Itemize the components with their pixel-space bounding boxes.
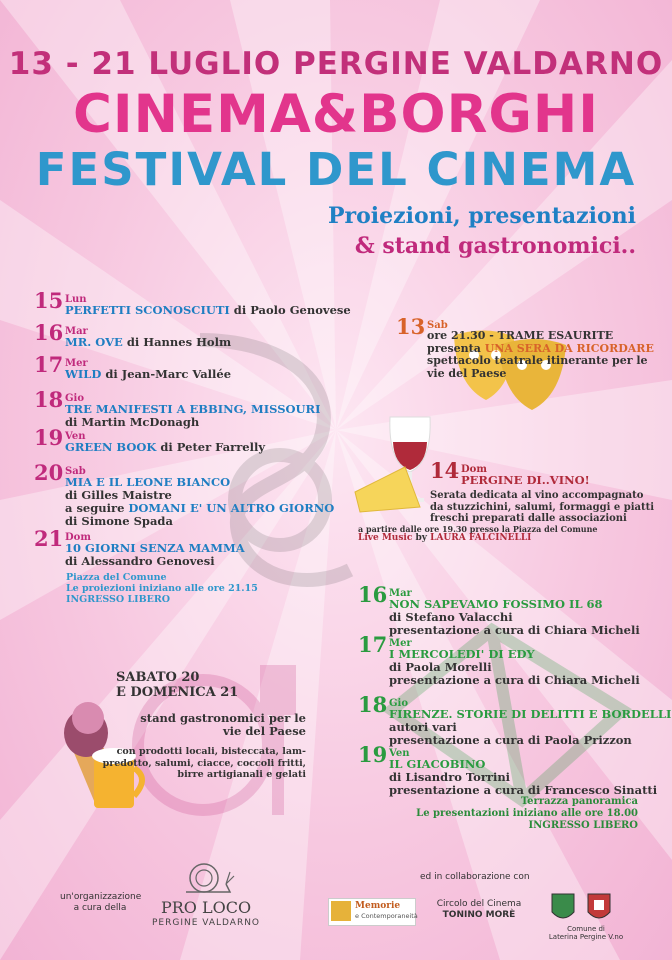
film-title: MIA E IL LEONE BIANCO [65, 475, 231, 489]
event-weekday: Mar [389, 588, 412, 599]
film-director: di Hannes Holm [122, 335, 232, 349]
food-dates [116, 670, 238, 700]
film-title: DOMANI E' UN ALTRO GIORNO [128, 501, 335, 515]
event-weekday: Dom [461, 464, 487, 475]
cinema-entry: INGRESSO LIBERO [66, 594, 171, 605]
wine-desc-line: freschi preparati dalle associazioni [430, 513, 627, 524]
food-detail-line: con prodotti locali, bisteccata, lam- [116, 746, 306, 757]
event-day-number: 17 [358, 632, 388, 657]
festival-subtitle: FESTIVAL DEL CINEMA [35, 143, 637, 196]
food-line-1: stand gastronomici per le [140, 711, 306, 725]
live-music-by: by [412, 533, 431, 543]
event-weekday: Gio [65, 393, 85, 404]
memorie-logo-text: Memorie [355, 901, 401, 911]
event-day-number: 17 [34, 352, 64, 377]
event-weekday: Ven [65, 431, 86, 442]
event-day-number: 14 [430, 458, 460, 483]
event-dates-location: 13 - 21 LUGLIO PERGINE VALDARNO [8, 46, 664, 82]
live-music-artist: LAURA FALCINELLI [430, 533, 532, 543]
theatre-show-title: UNA SERA DA RICORDARE [484, 341, 654, 355]
event-day-number: 18 [358, 692, 388, 717]
event-day-number: 19 [34, 425, 64, 450]
event-weekday: Gio [389, 698, 409, 709]
book-title: FIRENZE. STORIE DI DELITTI E BORDELLI [389, 707, 672, 721]
event-weekday: Mer [389, 638, 412, 649]
tagline-2: & stand gastronomici.. [354, 233, 636, 259]
film-title: TRE MANIFESTI A EBBING, MISSOURI [65, 402, 321, 416]
book-title: NON SAPEVAMO FOSSIMO IL 68 [389, 597, 603, 611]
cinema-info [66, 572, 258, 605]
comune-line-2: Laterina Pergine V.no [548, 933, 624, 941]
food-date-2: E DOMENICA 21 [116, 685, 239, 700]
tagline-1: Proiezioni, presentazioni [328, 203, 636, 229]
theatre-presents: presenta [427, 341, 485, 355]
wine-description [430, 490, 654, 525]
event-day-number: 13 [396, 314, 426, 339]
municipal-crests [548, 890, 618, 930]
film-director: di Jean-Marc Vallée [101, 367, 232, 381]
event-weekday: Mar [65, 326, 88, 337]
food-headline [140, 712, 306, 738]
food-date-1: SABATO 20 [116, 670, 200, 685]
film-director: di Gilles Maistre [65, 488, 172, 502]
memorie-logo-subtext: e Contemporaneità [355, 912, 418, 920]
book-author: di Paola Morelli [389, 660, 492, 674]
film-director: di Alessandro Genovesi [65, 554, 215, 568]
comune-line-1: Comune di [567, 925, 605, 933]
proloco-place: PERGINE VALDARNO [151, 918, 261, 928]
film-followup-label: a seguire [65, 501, 129, 515]
theatre-time-company: ore 21.30 - TRAME ESAURITE [427, 329, 614, 342]
wine-desc-line: Serata dedicata al vino accompagnato [430, 490, 644, 501]
food-details [103, 746, 306, 781]
film-title: PERFETTI SCONOSCIUTI [65, 303, 230, 317]
cinema-time: Le proiezioni iniziano alle ore 21.15 [66, 583, 258, 594]
book-presenter: presentazione a cura di Paola Prizzon [389, 733, 632, 747]
main-title: CINEMA&BORGHI [73, 84, 599, 145]
comune-label [538, 925, 634, 941]
event-weekday: Sab [65, 466, 86, 477]
wine-desc-line: da stuzzichini, salumi, formaggi e piatti [430, 501, 655, 513]
film-title: 10 GIORNI SENZA MAMMA [65, 541, 245, 555]
books-place: Terrazza panoramica [520, 796, 638, 807]
theatre-desc-2: vie del Paese [427, 366, 507, 380]
live-music-label: Live Music [358, 533, 413, 543]
book-author: di Lisandro Torrini [389, 770, 511, 784]
event-weekday: Sab [427, 320, 448, 331]
theatre-desc: spettacolo teatrale itinerante per le [427, 354, 648, 367]
book-author: autori vari [389, 720, 457, 734]
film-title: MR. OVE [65, 335, 123, 349]
event-day-number: 15 [34, 288, 64, 313]
event-day-number: 18 [34, 387, 64, 412]
proloco-logo: PRO LOCO [160, 898, 252, 917]
book-presenter: presentazione a cura di Chiara Micheli [389, 623, 640, 637]
film-director: di Paolo Genovese [229, 303, 351, 317]
film-title: WILD [65, 367, 102, 381]
memorie-logo [328, 898, 416, 926]
cinema-place: Piazza del Comune [66, 572, 167, 583]
wine-live-music [358, 533, 531, 544]
memorie-logo-mark [331, 901, 351, 921]
event-weekday: Ven [389, 748, 410, 759]
food-line-2: vie del Paese [223, 724, 306, 738]
organizer-line-2: a cura della [73, 903, 127, 913]
circolo-cinema [434, 899, 524, 921]
book-presenter: presentazione a cura di Francesco Sinatti [389, 783, 658, 797]
event-day-number: 16 [34, 320, 64, 345]
food-detail-line: birre artigianali e gelati [177, 769, 306, 780]
circolo-line-1: Circolo del Cinema [436, 899, 522, 909]
wine-event-title: PERGINE DI..VINO! [461, 473, 590, 487]
snail-logo [172, 854, 242, 898]
book-title: IL GIACOBINO [389, 757, 486, 771]
book-title: I MERCOLEDI' DI EDY [389, 647, 535, 661]
film-title: GREEN BOOK [65, 440, 157, 454]
film-director: di Peter Farrelly [156, 440, 265, 454]
film-director: di Simone Spada [65, 514, 173, 528]
organizer-line-1: un'organizzazione [60, 892, 142, 902]
circolo-line-2: TONINO MORÈ [442, 910, 516, 920]
event-day-number: 19 [358, 742, 388, 767]
event-weekday: Lun [65, 294, 87, 305]
book-presenter: presentazione a cura di Chiara Micheli [389, 673, 640, 687]
event-day-number: 21 [34, 526, 64, 551]
books-time: Le presentazioni iniziano alle ore 18.00 [416, 808, 638, 819]
event-day-number: 20 [34, 460, 64, 485]
film-director: di Martin McDonagh [65, 415, 200, 429]
event-weekday: Mer [65, 358, 88, 369]
collaboration-label: ed in collaborazione con [420, 872, 530, 882]
organizer-label [60, 892, 140, 914]
books-info [416, 796, 638, 832]
event-day-number: 16 [358, 582, 388, 607]
wine-time: a partire dalle ore 19.30 presso la Piazza del Comune [358, 524, 598, 534]
event-weekday: Dom [65, 532, 91, 543]
book-author: di Stefano Valacchi [389, 610, 513, 624]
books-entry: INGRESSO LIBERO [528, 820, 638, 831]
food-detail-line: predotto, salumi, ciacce, coccoli fritti, [102, 757, 306, 769]
